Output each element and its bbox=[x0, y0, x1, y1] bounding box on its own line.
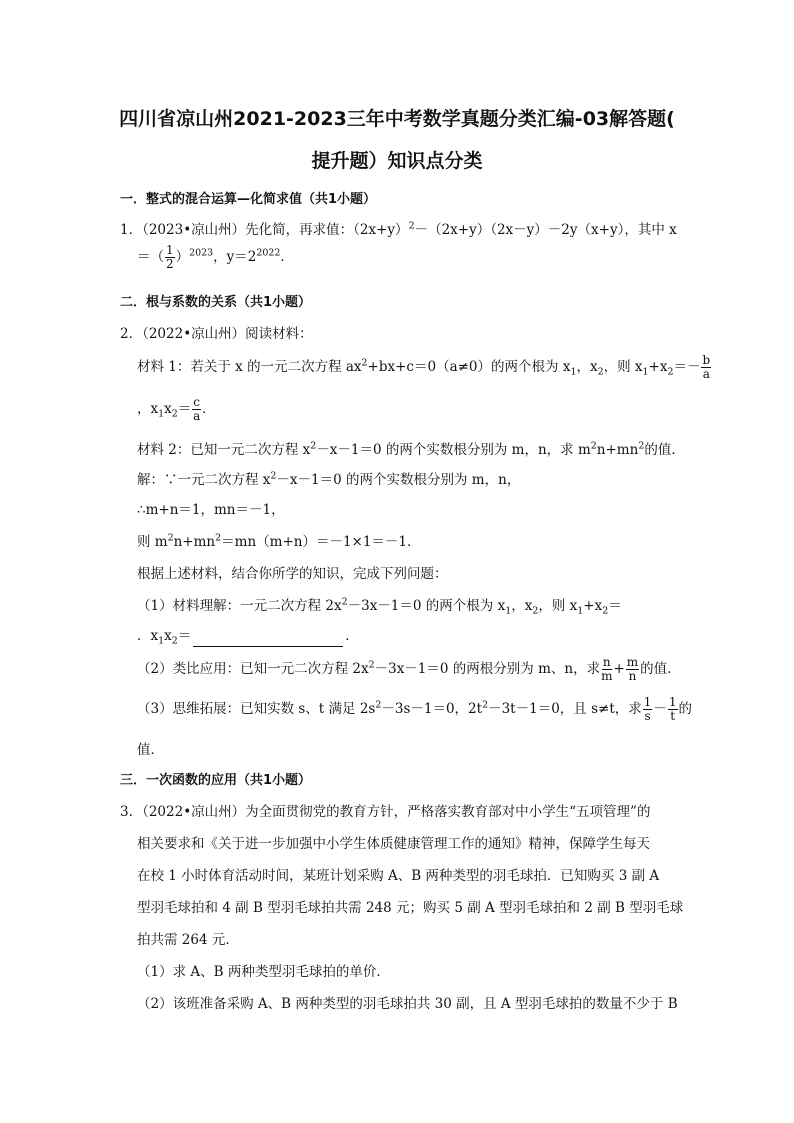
q1-fraction: $\frac{1}{2}$ bbox=[166, 243, 174, 271]
q3-line4: 型羽毛球拍和 4 副 B 型羽毛球拍共需 248 元；购买 5 副 A 型羽毛球拍和 2 副 B 型羽毛球 bbox=[137, 900, 684, 916]
fraction-b-over-a: $\frac{b}{a}$ bbox=[702, 353, 711, 381]
q2-solution-line1: 解：∵一元二次方程 $x^2-x-1=0$ 的两个实数根分别为 m，n， bbox=[137, 470, 521, 488]
fraction-n-over-m: $\frac{n}{m}$ bbox=[601, 655, 613, 683]
q2-material2: 材料 2：已知一元二次方程 $x^2-x-1=0$ 的两个实数根分别为 m，n，求 $m^2n+mn^2$的值． bbox=[137, 440, 685, 458]
q2-material1-line2: ，$x_1x_2=$ $\frac{c}{a}$ ． bbox=[137, 395, 216, 423]
section-heading-2: 二．根与系数的关系（共1小题） bbox=[120, 295, 312, 310]
fraction-1-over-t: $\frac{1}{t}$ bbox=[668, 695, 677, 723]
fraction-c-over-a: $\frac{c}{a}$ bbox=[193, 395, 201, 423]
q3-part2: （2）该班准备采购 A、B 两种类型的羽毛球拍共 30 副，且 A 型羽毛球拍的数量不少于 B bbox=[137, 996, 678, 1012]
q3-line1: 3．（2022•凉山州）为全面贯彻党的教育方针，严格落实教育部对中小学生“五项管理”的 bbox=[120, 804, 651, 820]
q2-part3: （3）思维拓展：已知实数 s、t 满足 $2s^2-3s-1=0$，$2t^2-3t-1=0$，且 s≠t，求 $\frac{1}{s}$ － $\frac{1}{t}$ 的 bbox=[137, 695, 693, 723]
answer-blank bbox=[193, 632, 343, 647]
page-title-line2: 提升题）知识点分类 bbox=[311, 150, 483, 172]
q2-part2: （2）类比应用：已知一元二次方程 $2x^2-3x-1=0$ 的两根分别为 m、n，求 $\frac{n}{m}$ + $\frac{m}{n}$ 的值． bbox=[137, 655, 681, 683]
q3-line5: 拍共需 264 元． bbox=[137, 932, 239, 948]
q3-line2: 相关要求和《关于进一步加强中小学生体质健康管理工作的通知》精神，保障学生每天 bbox=[137, 836, 650, 852]
q2-solution-line3: 则 $m^2n+mn^2=mn(m+n)=-1\times 1=-1$． bbox=[137, 532, 421, 550]
q2-solution-line2: ∴m+n＝1，mn＝－1， bbox=[137, 502, 285, 518]
q3-part1: （1）求 A、B 两种类型羽毛球拍的单价． bbox=[137, 964, 390, 980]
q2-part1-line1: （1）材料理解：一元二次方程 $2x^2-3x-1=0$ 的两个根为 $x_1$，$x_2$，则 $x_1+x_2=$ bbox=[137, 596, 622, 617]
section-heading-3: 三．一次函数的应用（共1小题） bbox=[120, 773, 312, 788]
section-heading-1: 一．整式的混合运算—化简求值（共1小题） bbox=[120, 192, 377, 207]
q2-part1-line2: ．$x_1x_2=$ ． bbox=[137, 628, 359, 647]
q2-material1-line1: 材料 1：若关于 x 的一元二次方程 $ax^2+bx+c=0(a\ne 0)$的两个根为 $x_1$，$x_2$，则 $x_1+x_2=-$ $\frac{b}{a}$ bbox=[137, 353, 711, 381]
page-title-line1: 四川省凉山州2021-2023三年中考数学真题分类汇编-03解答题( bbox=[119, 108, 675, 130]
q2-task: 根据上述材料，结合你所学的知识，完成下列问题： bbox=[137, 566, 448, 582]
fraction-m-over-n: $\frac{m}{n}$ bbox=[626, 655, 639, 683]
q2-intro: 2．（2022•凉山州）阅读材料： bbox=[120, 326, 313, 342]
q1-line1: 1．（2023•凉山州）先化简，再求值：$(2x+y)^2-(2x+y)(2x-y)-2y(x+y)$，其中 x bbox=[120, 220, 677, 238]
fraction-1-over-s: $\frac{1}{s}$ bbox=[643, 695, 652, 723]
q2-part3-end: 值． bbox=[137, 742, 164, 758]
q3-line3: 在校 1 小时体育活动时间，某班计划采购 A、B 两种类型的羽毛球拍．已知购买 3 副 A bbox=[137, 868, 660, 884]
q1-line2: ＝（ $\frac{1}{2}$ ）$^{2023}$，$y=2^{2022}$． bbox=[137, 243, 294, 271]
